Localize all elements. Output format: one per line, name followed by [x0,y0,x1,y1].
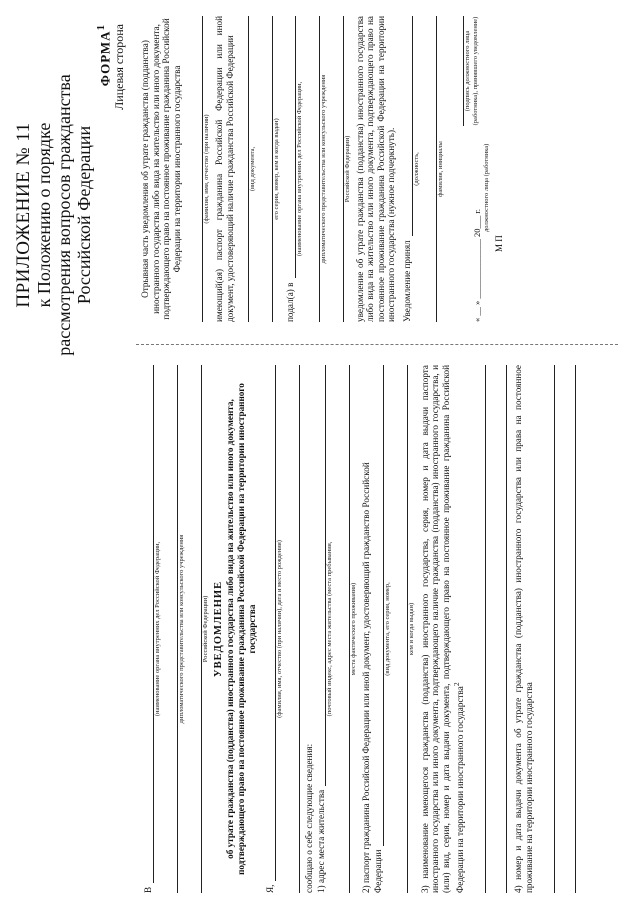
cap-series: его серия, номер, кем и когда выдан) [272,118,280,220]
item-3-footnote: 2 [451,682,461,687]
cap-diplomatic-right: дипломатического представительства или консульского учреждения [319,74,327,264]
form-label [94,24,126,110]
cap-rf: Российской Федерации) [202,595,209,663]
item-3-body: 3) наименование имеющегося гражданства (подданства) иностранного государства, серия, номер и дата выдачи паспорта иностранного государства или иного документа, подтверждающего наличие гражданства (подданства) иностранного государства, и (или) вид, серия, номер и дата выдачи документа, подтверждающего право на постоянное проживание гражданина Российской Федерации на территории иностранного государства [419,365,465,893]
recipient-field-2[interactable] [165,365,178,893]
item-3-text [420,365,465,893]
tear-organ-field[interactable] [284,16,296,279]
address-field[interactable] [314,365,326,786]
tear-line [136,344,618,345]
appendix-line-4: Российской Федерации [74,125,94,305]
cap-surname: фамилия, инициалы [436,141,444,197]
tear-organ-field-2[interactable] [307,16,320,322]
foreign-citizenship-field[interactable] [465,365,486,893]
notification-title: УВЕДОМЛЕНИЕ [213,580,224,678]
loss-document-field-2[interactable] [555,365,576,893]
cap-signature: (подпись должностного лица (работника), принявшего уведомление) [463,16,479,126]
tear-off-title: Отрывная часть уведомления об утрате гражданства (подданства) иностранного государства либо вида на жительство или иного документа, подтверждающего право на постоянное проживание гражданина Российской Федерации на территории иностранного государства [140,18,182,320]
submitted-row [284,16,296,322]
tear-body-text: уведомление об утрате гражданства (подданства) иностранного государства либо вида на жительство или иного документа, подтверждающего право на постоянное проживание гражданина Российской Федерации на территории иностранного государства (нужное подчеркнуть). [354,16,397,322]
passport-row [372,365,384,893]
signature-row [451,16,483,322]
tear-doc-field[interactable] [236,16,249,322]
official-name-field[interactable] [424,16,437,322]
passport-field[interactable] [372,365,384,846]
form-footnote: 1 [95,24,107,31]
to-label: В [143,886,154,893]
tear-off-part [140,16,505,322]
notification-main [142,365,576,893]
signature-box [451,16,483,126]
appendix-header [14,65,94,365]
side-label: Лицевая сторона [112,24,127,110]
notification-subtitle: об утрате гражданства (подданства) иностранного государства либо вида на жительство или иного документа, подтверждающего право на постоянное проживание гражданина Российской Федерации на территории иностранного государства [224,383,257,875]
address-field-2[interactable] [337,365,350,893]
recipient-field-3[interactable] [189,365,202,893]
loss-document-field[interactable] [534,365,555,893]
cap-official: должностного лица (работника) [482,143,490,232]
appendix-line-2: к Положению о порядке [34,122,54,308]
item-4-text: 4) номер и дата выдачи документа об утрате гражданства (подданства) иностранного государства или права на постоянное проживание на территории иностранного государства [513,365,534,893]
stamp-label: М П [493,235,504,252]
submitted-label: подал(а) в [284,282,295,322]
signature-field[interactable] [451,16,464,126]
cap-actual-residence: места фактического проживания) [350,582,358,676]
date-field[interactable]: « __ » ______________ 20___ г. [472,208,483,322]
address-row [314,365,326,893]
passport-field-2[interactable] [395,365,408,893]
tear-organ-field-3[interactable] [331,16,344,322]
accepted-label: Уведомление принял [402,240,413,322]
inform-text: сообщаю о себе следующие сведения: [303,743,314,893]
cap-fio-right: (фамилия, имя, отчество (при наличии) [203,114,211,224]
cap-fio: (фамилия, имя, отчество (при наличии), дата и место рождения) [275,540,283,718]
form-title: ФОРМА [97,30,113,87]
item-2-text: 2) паспорт гражданина Российской Федерации или иной документ, удостоверяющий гражданство Российской [361,462,372,893]
item-1-label: 1) адрес места жительства [315,789,326,893]
recipient-row [142,365,154,893]
item-2-tail: Федерации [373,849,384,893]
accepted-field[interactable] [401,16,413,236]
tear-name-field[interactable] [190,16,203,322]
has-passport-text: имеющий(ая) паспорт гражданина Российской Федерации или иной документ, удостоверяющий наличие гражданства Российской Федерации [214,16,235,322]
tear-doc-field-2[interactable] [260,16,273,322]
cap-position: (должность, [412,152,420,186]
cap-doc-type: (вид документа, [248,146,256,192]
applicant-extra-field[interactable] [287,365,300,893]
cap-document: (вид документа, его серия, номер, [383,582,391,676]
cap-organ-right: (наименование органа внутренних дел Российской Федерации, [295,81,303,257]
cap-rf-right: Российской Федерации) [343,135,351,203]
i-label: Я, [265,884,275,893]
foreign-citizenship-field-2[interactable] [486,365,507,893]
cap-diplomatic: дипломатического представительства или консульского учреждения [178,534,185,724]
applicant-name-field[interactable] [264,365,276,881]
appendix-line-3: рассмотрения вопросов гражданства [54,74,74,356]
appendix-number: ПРИЛОЖЕНИЕ № 11 [13,122,34,308]
cap-address: (почтовый индекс, адрес места жительства (места пребывания, [326,541,334,717]
recipient-field[interactable] [142,365,154,883]
applicant-row [264,365,276,893]
cap-organ: (наименование органа внутренних дел Российской Федерации, [154,541,161,717]
cap-issued-by: кем и когда выдан) [407,602,415,656]
accepted-row [401,16,413,322]
